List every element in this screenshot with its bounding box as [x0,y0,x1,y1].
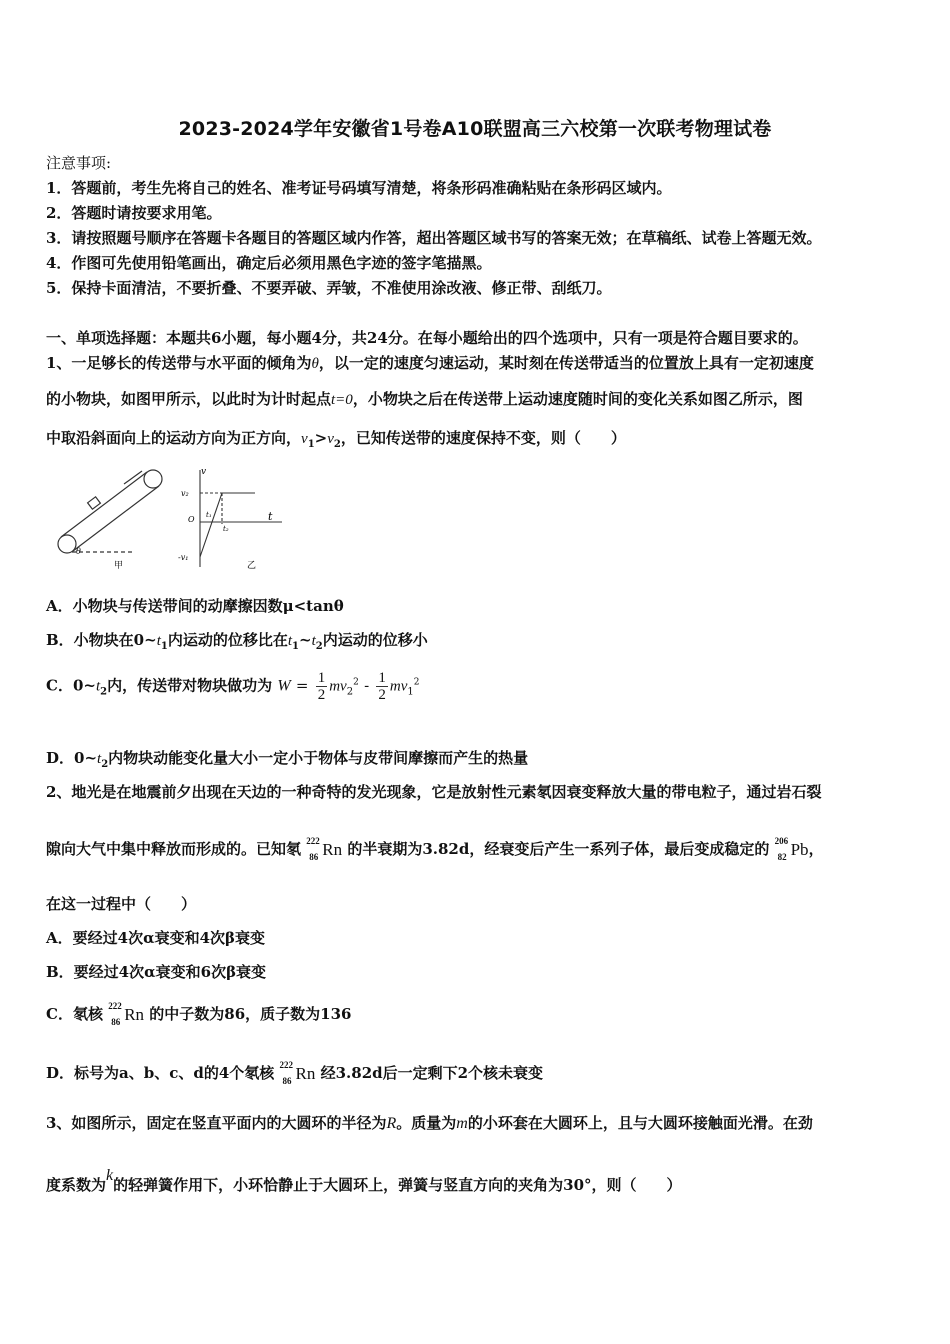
q1d-text: D．0~ [46,749,98,767]
work-symbol: W [277,677,291,695]
atomic-number: 86 [111,1017,121,1027]
theta-label: θ [76,547,81,556]
q1d-text: 内物块动能变化量大小一定小于物体与皮带间摩擦而产生的热量 [108,749,529,767]
t2-label: t₂ [223,525,229,533]
q1-option-a: A．小物块与传送带间的动摩擦因数μ<tanθ [46,597,344,615]
mass-number: 222 [279,1060,294,1070]
q1-line-2 [46,388,803,409]
notice-item-3: 3．请按照题号顺序在答题卡各题目的答题区域内作答，超出答题区域书写的答案无效；在草稿纸、试卷上答题无效。 [46,229,822,247]
q2-line-1: 2、地光是在地震前夕出现在天边的一种奇特的发光现象，它是放射性元素氡因衰变释放大量的带电粒子，通过岩石裂 [46,783,822,801]
q3-text: 度系数为 [46,1176,107,1194]
q1-text: ，以一定的速度匀速运动，某时刻在传送带适当的位置放上具有一定初速度 [318,354,814,372]
radon-nuclide [108,1001,145,1027]
square-exponent: 2 [353,677,359,688]
t2-symbol: t [97,751,102,767]
t2-subscript: 2 [101,759,109,770]
t0-symbol: t=0 [331,392,353,408]
t1-symbol: t [287,633,293,649]
q2-option-b: B．要经过4次α衰变和6次β衰变 [46,963,267,981]
q2-text: ， [808,840,824,858]
page-title: 2023-2024学年安徽省1号卷A10联盟高三六校第一次联考物理试卷 [178,118,772,140]
q2-option-d [46,1062,543,1084]
square-exponent: 2 [413,677,420,688]
t2-symbol: t [311,633,316,649]
gt-symbol: > [314,429,328,447]
velocity-line [200,493,222,557]
t2-subscript: 2 [315,641,323,652]
theta-symbol: θ [311,356,319,372]
radius-symbol: R [386,1115,397,1132]
q1-text: 1、一足够长的传送带与水平面的倾角为 [46,354,312,372]
t1-label: t₁ [206,511,212,519]
v2-subscript: 2 [346,686,354,698]
denominator: 2 [378,687,386,703]
v1-subscript: 1 [407,686,414,698]
t1-symbol: t [156,633,161,649]
numerator: 1 [378,670,386,686]
q2-text: 隙向大气中集中释放而形成的。已知氡 [46,840,302,858]
origin-label: O [188,515,195,524]
t1-subscript: 1 [160,641,168,652]
atomic-number: 86 [282,1076,292,1086]
q2-line-3: 在这一过程中（ ） [46,895,197,913]
q3-line-2 [46,1167,682,1195]
v1-subscript: 1 [307,439,315,450]
denominator: 2 [317,687,326,703]
lead-nuclide [774,836,809,862]
block [88,497,101,509]
figure-jia-label: 甲 [114,561,124,571]
half-fraction [376,670,388,703]
q2-option-a: A．要经过4次α衰变和4次β衰变 [46,929,266,947]
conveyor-diagram [58,470,162,553]
numerator: 1 [317,670,326,686]
neg-v1-tick-label: -v₁ [178,553,189,562]
notice-item-5: 5．保持卡面清洁，不要折叠、不要弄破、弄皱，不准使用涂改液、修正带、刮纸刀。 [46,279,612,297]
q2d-text: 经3.82d后一定剩下2个核未衰变 [320,1064,544,1082]
half-fraction [316,670,328,703]
section-heading: 一、单项选择题：本题共6小题，每小题4分，共24分。在每小题给出的四个选项中，只有一项是符合题目要求的。 [46,329,808,347]
element-symbol: Rn [295,1064,316,1083]
q1-option-b [46,629,428,652]
atomic-number: 86 [309,852,319,862]
q1-option-d [46,747,528,770]
mass-symbol: m [456,1115,468,1132]
q2c-text: C．氡核 [46,1005,103,1023]
q1b-text: 内运动的位移比在 [167,631,288,649]
v2-subscript: 2 [333,439,341,450]
q3-text: 3、如图所示，固定在竖直平面内的大圆环的半径为 [46,1114,387,1132]
q1-line-1 [46,352,814,373]
v1-symbol: v [301,431,308,447]
q1-text: ，已知传送带的速度保持不变，则（ ） [340,429,626,447]
mass-number: 222 [306,836,320,846]
q3-line-1 [46,1112,813,1133]
q1-text: 中取沿斜面向上的运动方向为正方向， [46,429,302,447]
tilde: ~ [298,631,312,649]
q1-figure [50,462,295,574]
notice-item-2: 2．答题时请按要求用笔。 [46,204,222,222]
element-symbol: Pb [790,840,809,859]
q2-option-c [46,1003,351,1025]
radon-nuclide [279,1060,316,1086]
v2-symbol: v [327,431,334,447]
figure-yi-label: 乙 [247,561,257,571]
q1c-text: 内，传送带对物块做功为 [107,676,273,695]
q1-option-c [46,670,419,703]
q2d-text: D．标号为a、b、c、d的4个氡核 [46,1064,275,1082]
notice-heading: 注意事项: [46,154,112,172]
mv-term: mv [389,678,408,695]
q1-text: 的小物块，如图甲所示，以此时为计时起点 [46,390,332,408]
t1-subscript: 1 [292,641,299,652]
mass-number: 222 [108,1001,122,1011]
notice-item-1: 1．答题前，考生先将自己的姓名、准考证号码填写清楚，将条形码准确粘贴在条形码区域内。 [46,179,672,197]
q2-line-2 [46,838,824,860]
v2-tick-label: v₂ [181,489,189,498]
equals-sign: = [295,676,309,695]
q2-text: 的半衰期为3.82d，经衰变后产生一系列子体，最后变成稳定的 [347,840,770,858]
t2-symbol: t [95,678,101,695]
element-symbol: Rn [124,1005,145,1024]
element-symbol: Rn [322,840,343,859]
q1-line-3 [46,427,626,450]
q2c-text: 的中子数为86，质子数为136 [149,1005,352,1023]
q1b-text: 内运动的位移小 [322,631,428,649]
t-axis-label: t [268,510,273,523]
mv-term: mv [329,678,347,695]
q1c-text: C．0~ [46,676,96,695]
q3-text: 的轻弹簧作用下，小环恰静止于大圆环上，弹簧与竖直方向的夹角为30°，则（ ） [113,1176,682,1194]
notice-item-4: 4．作图可先使用铅笔画出，确定后必须用黑色字迹的签字笔描黑。 [46,254,492,272]
t2-subscript: 2 [100,686,108,698]
atomic-number: 82 [777,852,787,862]
q3-text: 。质量为 [396,1114,457,1132]
q3-text: 的小环套在大圆环上，且与大圆环接触面光滑。在劲 [467,1114,813,1132]
q1-text: ，小物块之后在传送带上运动速度随时间的变化关系如图乙所示，图 [352,390,803,408]
q1b-text: B．小物块在0~ [46,631,157,649]
radon-nuclide [306,836,343,862]
minus-sign: - [364,676,370,695]
mass-number: 206 [774,836,789,846]
v-axis-label: v [201,467,207,477]
spring-constant-symbol: k [106,1167,114,1184]
